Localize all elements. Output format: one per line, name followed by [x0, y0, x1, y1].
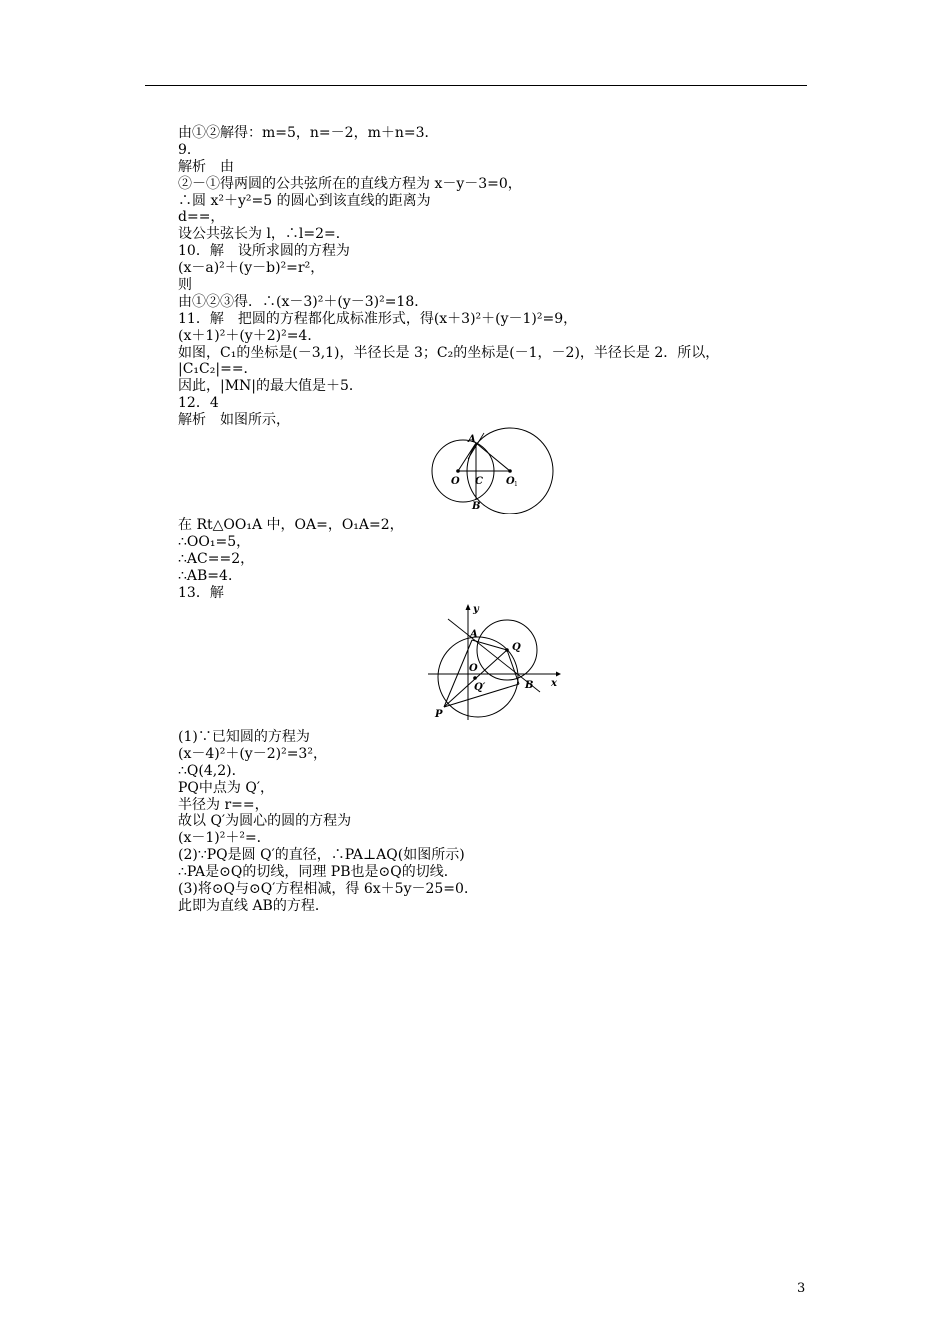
text-line: ∴PA是⊙Q的切线，同理 PB也是⊙Q的切线． [178, 864, 458, 881]
label-o1: O [506, 476, 515, 487]
text-line: (x－a)²＋(y－b)²=r²， [178, 260, 325, 277]
label-b: B [472, 501, 481, 512]
label-x: x [551, 678, 557, 689]
text-line: 如图，C₁的坐标是(－3,1)，半径长是 3；C₂的坐标是(－1，－2)，半径长是 2．所以， [178, 344, 720, 361]
point-q [505, 648, 509, 652]
text-line: 解析 如图所示， [178, 412, 290, 429]
text-line: ∴圆 x²＋y²=5 的圆心到该直线的距离为 [178, 192, 431, 209]
text-line: 此即为直线 AB的方程． [178, 897, 329, 914]
text-line: 解析 由 [178, 158, 234, 175]
label-o1-subscript: 1 [514, 481, 518, 488]
y-axis-arrow [466, 604, 471, 610]
text-line: ∴AC==2， [178, 550, 255, 567]
text-line: ②－①得两圆的公共弦所在的直线方程为 x－y－3=0， [178, 175, 522, 192]
text-line: 因此，|MN|的最大值是＋5． [178, 378, 363, 395]
text-line: (x＋1)²＋(y＋2)²=4． [178, 327, 322, 344]
text-line: 13．解 [178, 584, 224, 601]
page-number: 3 [797, 1281, 806, 1296]
text-line: (x－4)²＋(y－2)²=3²， [178, 745, 327, 762]
header-rule [145, 85, 807, 86]
text-line: |C₁C₂|==． [178, 361, 258, 378]
point-o1 [508, 469, 512, 473]
text-line: (3)将⊙Q与⊙Q′方程相减，得 6x＋5y－25=0． [178, 881, 478, 898]
text-line: 故以 Q′为圆心的圆的方程为 [178, 813, 352, 830]
text-line: ∴Q(4,2)． [178, 762, 246, 779]
point-o [456, 469, 460, 473]
point-q-prime [473, 676, 477, 680]
text-line: 由①②解得：m=5，n=－2，m＋n=3． [178, 125, 439, 141]
label-a: A [470, 629, 478, 640]
text-line: 半径为 r==， [178, 796, 269, 813]
label-o: O [469, 663, 478, 674]
text-line: 在 Rt△OO₁A 中，OA=，O₁A=2， [178, 517, 404, 533]
text-line: 由①②③得．∴(x－3)²＋(y－3)²=18． [178, 293, 429, 310]
label-y: y [473, 604, 479, 615]
text-line: 12．4 [178, 395, 219, 412]
solution-text-block-1 [178, 125, 818, 429]
figure-tangent-circles [428, 602, 563, 720]
label-b: B [525, 680, 534, 691]
label-q: Q [512, 642, 521, 653]
text-line: (2)∵PQ是圆 Q′的直径，∴PA⊥AQ(如图所示) [178, 847, 465, 864]
text-line: 9． [178, 141, 201, 158]
x-axis-arrow [556, 672, 561, 677]
solution-text-block-3 [178, 729, 818, 915]
text-line: 10．解 设所求圆的方程为 [178, 243, 350, 260]
label-q-prime: Q′ [474, 682, 486, 693]
text-line: (x－1)²＋²=． [178, 830, 271, 847]
text-line: 则 [178, 277, 192, 294]
text-line: 设公共弦长为 l，∴l=2=． [178, 226, 350, 243]
text-line: PQ中点为 Q′， [178, 779, 275, 796]
segment-o1-a [476, 443, 510, 471]
label-c: C [475, 476, 483, 487]
label-o: O [451, 476, 460, 487]
text-line: ∴AB=4． [178, 567, 242, 584]
label-a: A [468, 434, 476, 445]
figure-two-circles [430, 426, 560, 514]
text-line: d==， [178, 209, 225, 226]
text-line: ∴OO₁=5， [178, 533, 251, 550]
solution-text-block-2 [178, 517, 818, 601]
text-line: 11．解 把圆的方程都化成标准形式，得(x＋3)²＋(y－1)²=9， [178, 310, 578, 327]
label-p: P [435, 709, 443, 720]
text-line: (1)∵已知圆的方程为 [178, 729, 310, 745]
